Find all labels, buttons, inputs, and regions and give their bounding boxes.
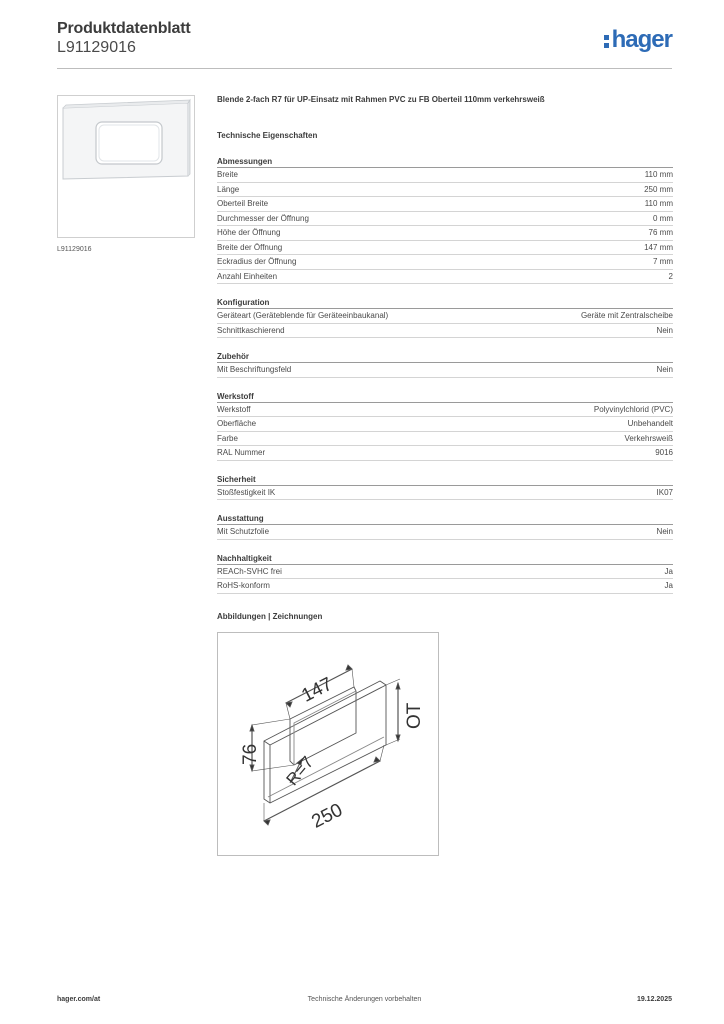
header-divider xyxy=(57,68,672,69)
spec-label: Breite xyxy=(217,170,238,179)
spec-value: Unbehandelt xyxy=(627,419,673,428)
spec-group xyxy=(217,391,673,461)
drawings-title: Abbildungen | Zeichnungen xyxy=(217,611,323,621)
spec-group-title: Konfiguration xyxy=(217,297,673,309)
dimension-drawing-svg xyxy=(218,633,438,855)
spec-group-title: Werkstoff xyxy=(217,391,673,403)
spec-value: Nein xyxy=(656,527,673,536)
spec-group xyxy=(217,553,673,594)
footer-date: 19.12.2025 xyxy=(636,996,672,1003)
spec-value: 7 mm xyxy=(653,257,673,266)
plate-outline xyxy=(264,681,386,803)
spec-row xyxy=(217,309,673,324)
spec-group xyxy=(217,351,673,378)
dim-label-length: 250 xyxy=(308,799,347,833)
dim-label-width: 147 xyxy=(298,673,337,707)
spec-group-title: Nachhaltigkeit xyxy=(217,553,673,565)
page-footer xyxy=(57,996,672,1008)
spec-row xyxy=(217,324,673,339)
spec-value: 76 mm xyxy=(648,228,673,237)
spec-value: Nein xyxy=(656,325,673,335)
spec-value: Nein xyxy=(656,365,673,374)
spec-row xyxy=(217,446,673,461)
spec-label: Oberteil Breite xyxy=(217,199,269,208)
spec-value: Ja xyxy=(664,581,673,590)
footer-notice: Technische Änderungen vorbehalten xyxy=(307,996,422,1003)
spec-label: Breite der Öffnung xyxy=(217,242,283,252)
technical-drawing xyxy=(217,632,439,856)
spec-value: 110 mm xyxy=(644,199,673,208)
spec-value: Ja xyxy=(664,566,673,576)
spec-value: Verkehrsweiß xyxy=(624,433,673,443)
spec-label: Mit Beschriftungsfeld xyxy=(217,365,292,374)
specification-groups xyxy=(217,156,673,594)
logo-dots-icon xyxy=(604,32,610,48)
spec-row xyxy=(217,241,673,256)
spec-value: 250 mm xyxy=(644,184,673,194)
spec-row xyxy=(217,226,673,241)
spec-group-title: Ausstattung xyxy=(217,513,673,525)
spec-label: Farbe xyxy=(217,433,238,443)
spec-label: Geräteart (Geräteblende für Geräteeinbaukanal) xyxy=(217,311,389,320)
spec-row xyxy=(217,168,673,183)
spec-value: 147 mm xyxy=(644,242,673,252)
spec-group xyxy=(217,513,673,540)
footer-website-link[interactable]: hager.com/at xyxy=(57,996,101,1003)
spec-row xyxy=(217,212,673,227)
spec-row xyxy=(217,525,673,540)
spec-label: Eckradius der Öffnung xyxy=(217,257,297,266)
product-cover-plate-icon xyxy=(58,96,194,237)
spec-row xyxy=(217,403,673,418)
spec-label: REACh-SVHC frei xyxy=(217,566,282,576)
spec-value: 0 mm xyxy=(653,213,673,223)
spec-value: IK07 xyxy=(656,487,673,497)
hager-logo xyxy=(604,26,672,54)
spec-label: Stoßfestigkeit IK xyxy=(217,487,276,497)
spec-value: Geräte mit Zentralscheibe xyxy=(580,311,673,320)
spec-group-title: Sicherheit xyxy=(217,474,673,486)
spec-value: 2 xyxy=(668,271,673,281)
dim-label-ot: OT xyxy=(404,702,425,729)
dim-label-radius: R=7 xyxy=(282,752,318,790)
spec-label: RoHS-konform xyxy=(217,581,270,590)
spec-value: 9016 xyxy=(655,448,673,457)
document-title: Produktdatenblatt xyxy=(57,20,191,37)
spec-label: Mit Schutzfolie xyxy=(217,527,270,536)
spec-label: RAL Nummer xyxy=(217,448,266,457)
spec-row xyxy=(217,417,673,432)
spec-row xyxy=(217,579,673,594)
spec-row xyxy=(217,363,673,378)
spec-row xyxy=(217,432,673,447)
spec-value: 110 mm xyxy=(644,170,673,179)
spec-row xyxy=(217,486,673,501)
spec-group xyxy=(217,474,673,501)
thumbnail-caption: L91129016 xyxy=(57,246,92,253)
product-description: Blende 2-fach R7 für UP-Einsatz mit Rahmen PVC zu FB Oberteil 110mm verkehrsweiß xyxy=(217,95,545,104)
specifications-title: Technische Eigenschaften xyxy=(217,131,318,140)
spec-label: Höhe der Öffnung xyxy=(217,228,281,237)
spec-group-title: Abmessungen xyxy=(217,156,673,168)
spec-label: Werkstoff xyxy=(217,404,251,414)
dim-label-height: 76 xyxy=(240,743,261,765)
spec-group xyxy=(217,156,673,284)
spec-label: Durchmesser der Öffnung xyxy=(217,213,309,223)
spec-label: Länge xyxy=(217,184,240,194)
spec-value: Polyvinylchlorid (PVC) xyxy=(593,404,673,414)
spec-label: Schnittkaschierend xyxy=(217,325,285,335)
product-thumbnail xyxy=(57,95,195,238)
spec-label: Oberfläche xyxy=(217,419,257,428)
spec-row xyxy=(217,565,673,580)
spec-row xyxy=(217,197,673,212)
spec-row xyxy=(217,183,673,198)
spec-row xyxy=(217,270,673,285)
document-number: L91129016 xyxy=(57,39,136,56)
spec-label: Anzahl Einheiten xyxy=(217,271,278,281)
spec-group-title: Zubehör xyxy=(217,351,673,363)
page-header xyxy=(57,20,672,70)
spec-row xyxy=(217,255,673,270)
product-details xyxy=(217,95,673,621)
logo-text: hager xyxy=(611,26,672,53)
spec-group xyxy=(217,297,673,338)
